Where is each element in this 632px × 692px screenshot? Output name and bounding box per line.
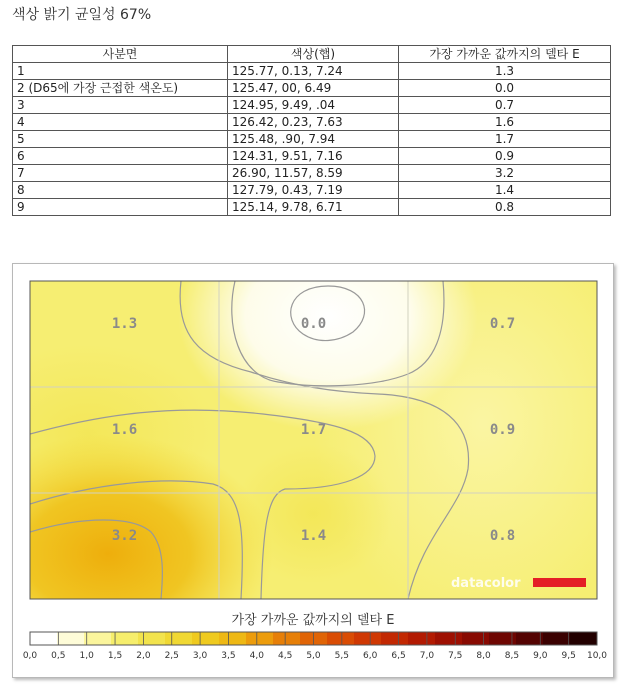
colorbar-swatch: [570, 632, 598, 645]
cell-value-label: 3.2: [111, 528, 138, 544]
colorbar-tick-label: 1,0: [79, 651, 94, 661]
heatmap-svg: [13, 264, 613, 677]
quadrant-cell: 5: [13, 131, 228, 148]
colorbar-tick-label: 9,5: [561, 651, 576, 661]
delta-cell: 0.8: [399, 199, 611, 216]
table-row: [13, 97, 611, 114]
colorbar-tick-label: 5,5: [334, 651, 350, 661]
quadrant-cell: 1: [13, 63, 228, 80]
color-cell: 126.42, 0.23, 7.63: [228, 114, 399, 131]
header-delta-e: 가장 가까운 값까지의 델타 E: [399, 46, 611, 63]
colorbar-swatch: [138, 632, 166, 645]
colorbar-tick-label: 8,0: [476, 651, 491, 661]
colorbar-tick-label: 6,0: [363, 651, 378, 661]
delta-cell: 1.7: [399, 131, 611, 148]
colorbar-swatch: [57, 632, 85, 645]
cell-value-label: 1.6: [111, 422, 138, 438]
uniformity-chart: [12, 263, 614, 678]
delta-cell: 1.6: [399, 114, 611, 131]
cell-value-label: 1.4: [300, 528, 327, 544]
cell-value-label: 1.7: [300, 422, 327, 438]
colorbar-swatch: [273, 632, 301, 645]
quadrant-cell: 4: [13, 114, 228, 131]
colorbar-swatch: [516, 632, 544, 645]
table-row: [13, 131, 611, 148]
colorbar-swatch: [192, 632, 220, 645]
cell-value-label: 0.8: [489, 528, 516, 544]
colorbar-swatch: [84, 632, 112, 645]
color-cell: 125.47, 00, 6.49: [228, 80, 399, 97]
colorbar-swatch: [489, 632, 517, 645]
colorbar-tick-label: 2,5: [164, 651, 179, 661]
quadrant-cell: 8: [13, 182, 228, 199]
color-cell: 124.31, 9.51, 7.16: [228, 148, 399, 165]
color-cell: 125.14, 9.78, 6.71: [228, 199, 399, 216]
color-cell: 127.79, 0.43, 7.19: [228, 182, 399, 199]
delta-cell: 1.3: [399, 63, 611, 80]
colorbar-tick-label: 6,5: [391, 651, 406, 661]
header-color: 색상(햅): [228, 46, 399, 63]
cell-value-label: 0.7: [489, 316, 516, 332]
delta-cell: 3.2: [399, 165, 611, 182]
table-row: [13, 182, 611, 199]
colorbar-tick-label: 7,0: [419, 651, 435, 661]
cell-value-label: 1.3: [111, 316, 138, 332]
delta-cell: 1.4: [399, 182, 611, 199]
colorbar-tick-label: 4,5: [277, 651, 293, 661]
colorbar-tick-label: 3,0: [192, 651, 208, 661]
table-row: [13, 165, 611, 182]
colorbar-tick-label: 9,0: [533, 651, 548, 661]
colorbar-swatch: [30, 632, 58, 645]
colorbar-tick-label: 8,5: [504, 651, 520, 661]
table-row: [13, 199, 611, 216]
colorbar-tick-label: 3,5: [221, 651, 236, 661]
table-row: [13, 148, 611, 165]
colorbar-tick-label: 0,5: [51, 651, 66, 661]
quadrant-cell: 7: [13, 165, 228, 182]
watermark-text: datacolor: [451, 576, 521, 591]
colorbar-swatch: [246, 632, 274, 645]
colorbar-swatch: [219, 632, 247, 645]
colorbar-tick-label: 2,0: [136, 651, 151, 661]
table-header-row: [13, 46, 611, 63]
colorbar-swatch: [354, 632, 382, 645]
cell-value-label: 0.9: [489, 422, 516, 438]
table-row: [13, 63, 611, 80]
uniformity-table: [12, 45, 611, 216]
watermark-brand-bar: [533, 578, 586, 587]
page-title: 색상 밝기 균일성 67%: [12, 7, 152, 23]
colorbar-swatch: [165, 632, 193, 645]
colorbar-tick-label: 1,5: [107, 651, 123, 661]
quadrant-cell: 2 (D65에 가장 근접한 색온도): [13, 80, 228, 97]
colorbar-tick-label: 7,5: [448, 651, 463, 661]
table-row: [13, 114, 611, 131]
colorbar-tick-label: 0,0: [22, 651, 38, 661]
color-cell: 125.77, 0.13, 7.24: [228, 63, 399, 80]
colorbar-swatch: [327, 632, 355, 645]
quadrant-cell: 6: [13, 148, 228, 165]
quadrant-cell: 3: [13, 97, 228, 114]
delta-cell: 0.7: [399, 97, 611, 114]
delta-cell: 0.9: [399, 148, 611, 165]
quadrant-cell: 9: [13, 199, 228, 216]
color-cell: 124.95, 9.49, .04: [228, 97, 399, 114]
colorbar-swatch: [543, 632, 571, 645]
color-cell: 26.90, 11.57, 8.59: [228, 165, 399, 182]
colorbar-tick-label: 4,0: [249, 651, 264, 661]
table-row: [13, 80, 611, 97]
colorbar-swatch: [462, 632, 490, 645]
colorbar-tick-label: 5,0: [306, 651, 321, 661]
colorbar-swatch: [381, 632, 409, 645]
color-cell: 125.48, .90, 7.94: [228, 131, 399, 148]
colorbar-tick-label: 10,0: [586, 651, 608, 661]
colorbar-swatch: [408, 632, 436, 645]
cell-value-label: 0.0: [300, 316, 327, 332]
colorbar-title: 가장 가까운 값까지의 델타 E: [231, 613, 395, 628]
delta-cell: 0.0: [399, 80, 611, 97]
header-quadrant: 사분면: [13, 46, 228, 63]
colorbar-swatch: [435, 632, 463, 645]
